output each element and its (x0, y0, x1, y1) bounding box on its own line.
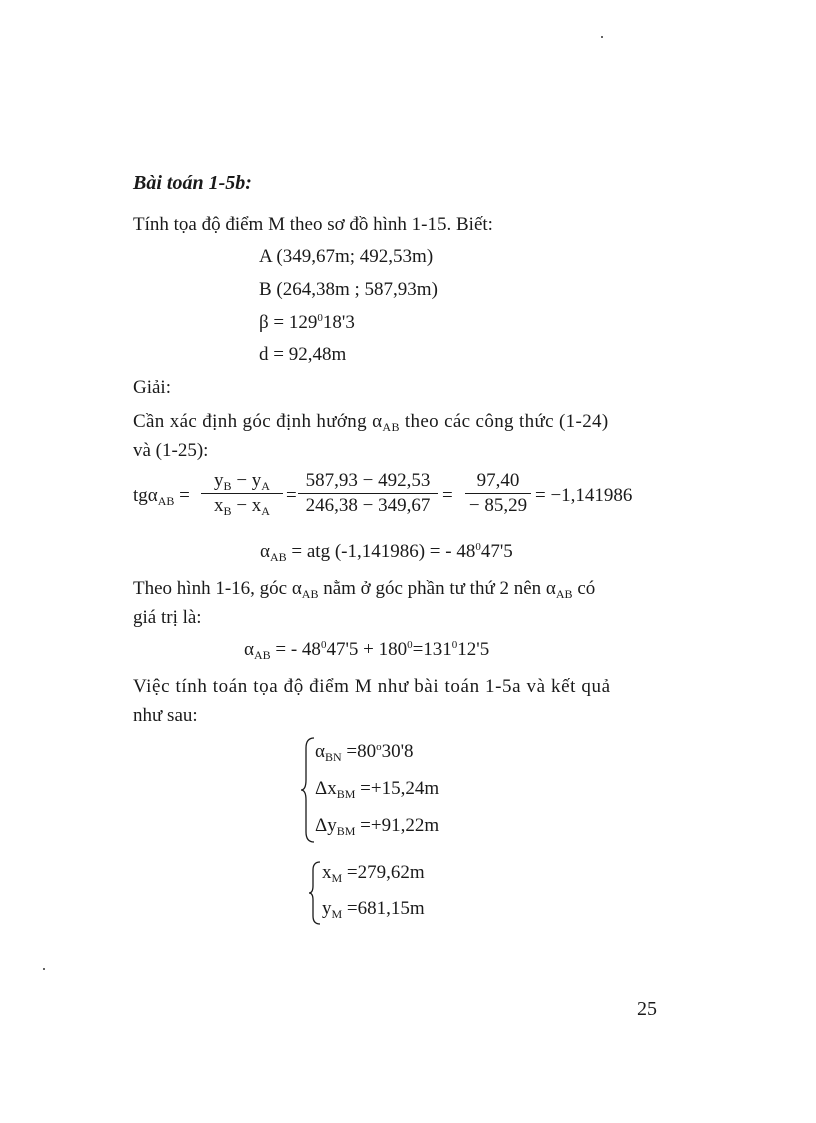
system-2-row-1: $x_M =279,62m$ (322, 862, 425, 885)
equation-alpha-ab: $\alpha_{AB}$ = - $48^047'5 + 180^0=131^012'5$ (244, 639, 490, 662)
given-b: B (264,38m ; 587,93m) (259, 279, 438, 300)
paragraph-2-line-1: Theo hình 1-16, góc $\alpha_{AB}$ nằm ở góc phần tư thứ 2 nên $\alpha_{AB}$ có (133, 578, 596, 601)
given-a: A (349,67m; 492,53m) (259, 246, 434, 267)
scan-speck (43, 968, 45, 970)
fraction-result: 97,40 − 85,29 (465, 470, 531, 517)
intro-text: Tính tọa độ điểm M theo sơ đồ hình 1-15. Biết: (133, 214, 493, 235)
paragraph-3-line-1: Việc tính toán tọa độ điểm M như bài toán 1-5a và kết quả (133, 676, 611, 697)
solution-label: Giải: (133, 377, 171, 398)
given-d: d = 92,48m (259, 344, 347, 365)
paragraph-1-line-1: Cần xác định góc định hướng $\alpha_{AB}$ theo các công thức (1-24) (133, 411, 609, 434)
equation-atg: $\alpha_{AB}$ = atg (-1,141986) = - $48^047'5$ (260, 541, 513, 564)
paragraph-1-line-2: và (1-25): (133, 440, 209, 461)
problem-title: Bài toán 1-5b: (133, 172, 252, 194)
equals-sign: = (286, 485, 297, 506)
system-1-brace (300, 736, 316, 844)
given-beta: $\beta = 129^018'3$ (259, 312, 355, 333)
system-1-row-3: $\Delta y_{BM} =+91,22m$ (315, 815, 440, 838)
fraction-symbolic: $y_B - y_A$ $x_B - x_A$ (201, 470, 283, 517)
equation-tg: tgα$_{AB}$ = (133, 485, 190, 508)
system-1-row-2: $\Delta x_{BM} =+15,24m$ (315, 778, 440, 801)
system-1-row-1: $\alpha_{BN} =80^o30'8$ (315, 741, 414, 764)
scan-speck (601, 36, 603, 38)
page-number: 25 (637, 998, 657, 1020)
paragraph-3-line-2: như sau: (133, 705, 198, 726)
system-2-row-2: $y_M =681,15m$ (322, 898, 425, 921)
equals-sign: = (442, 485, 453, 506)
paragraph-2-line-2: giá trị là: (133, 607, 202, 628)
fraction-numeric: 587,93 − 492,53 246,38 − 349,67 (298, 470, 438, 517)
equation-result: = −1,141986 (535, 485, 633, 506)
system-2-brace (308, 860, 322, 926)
